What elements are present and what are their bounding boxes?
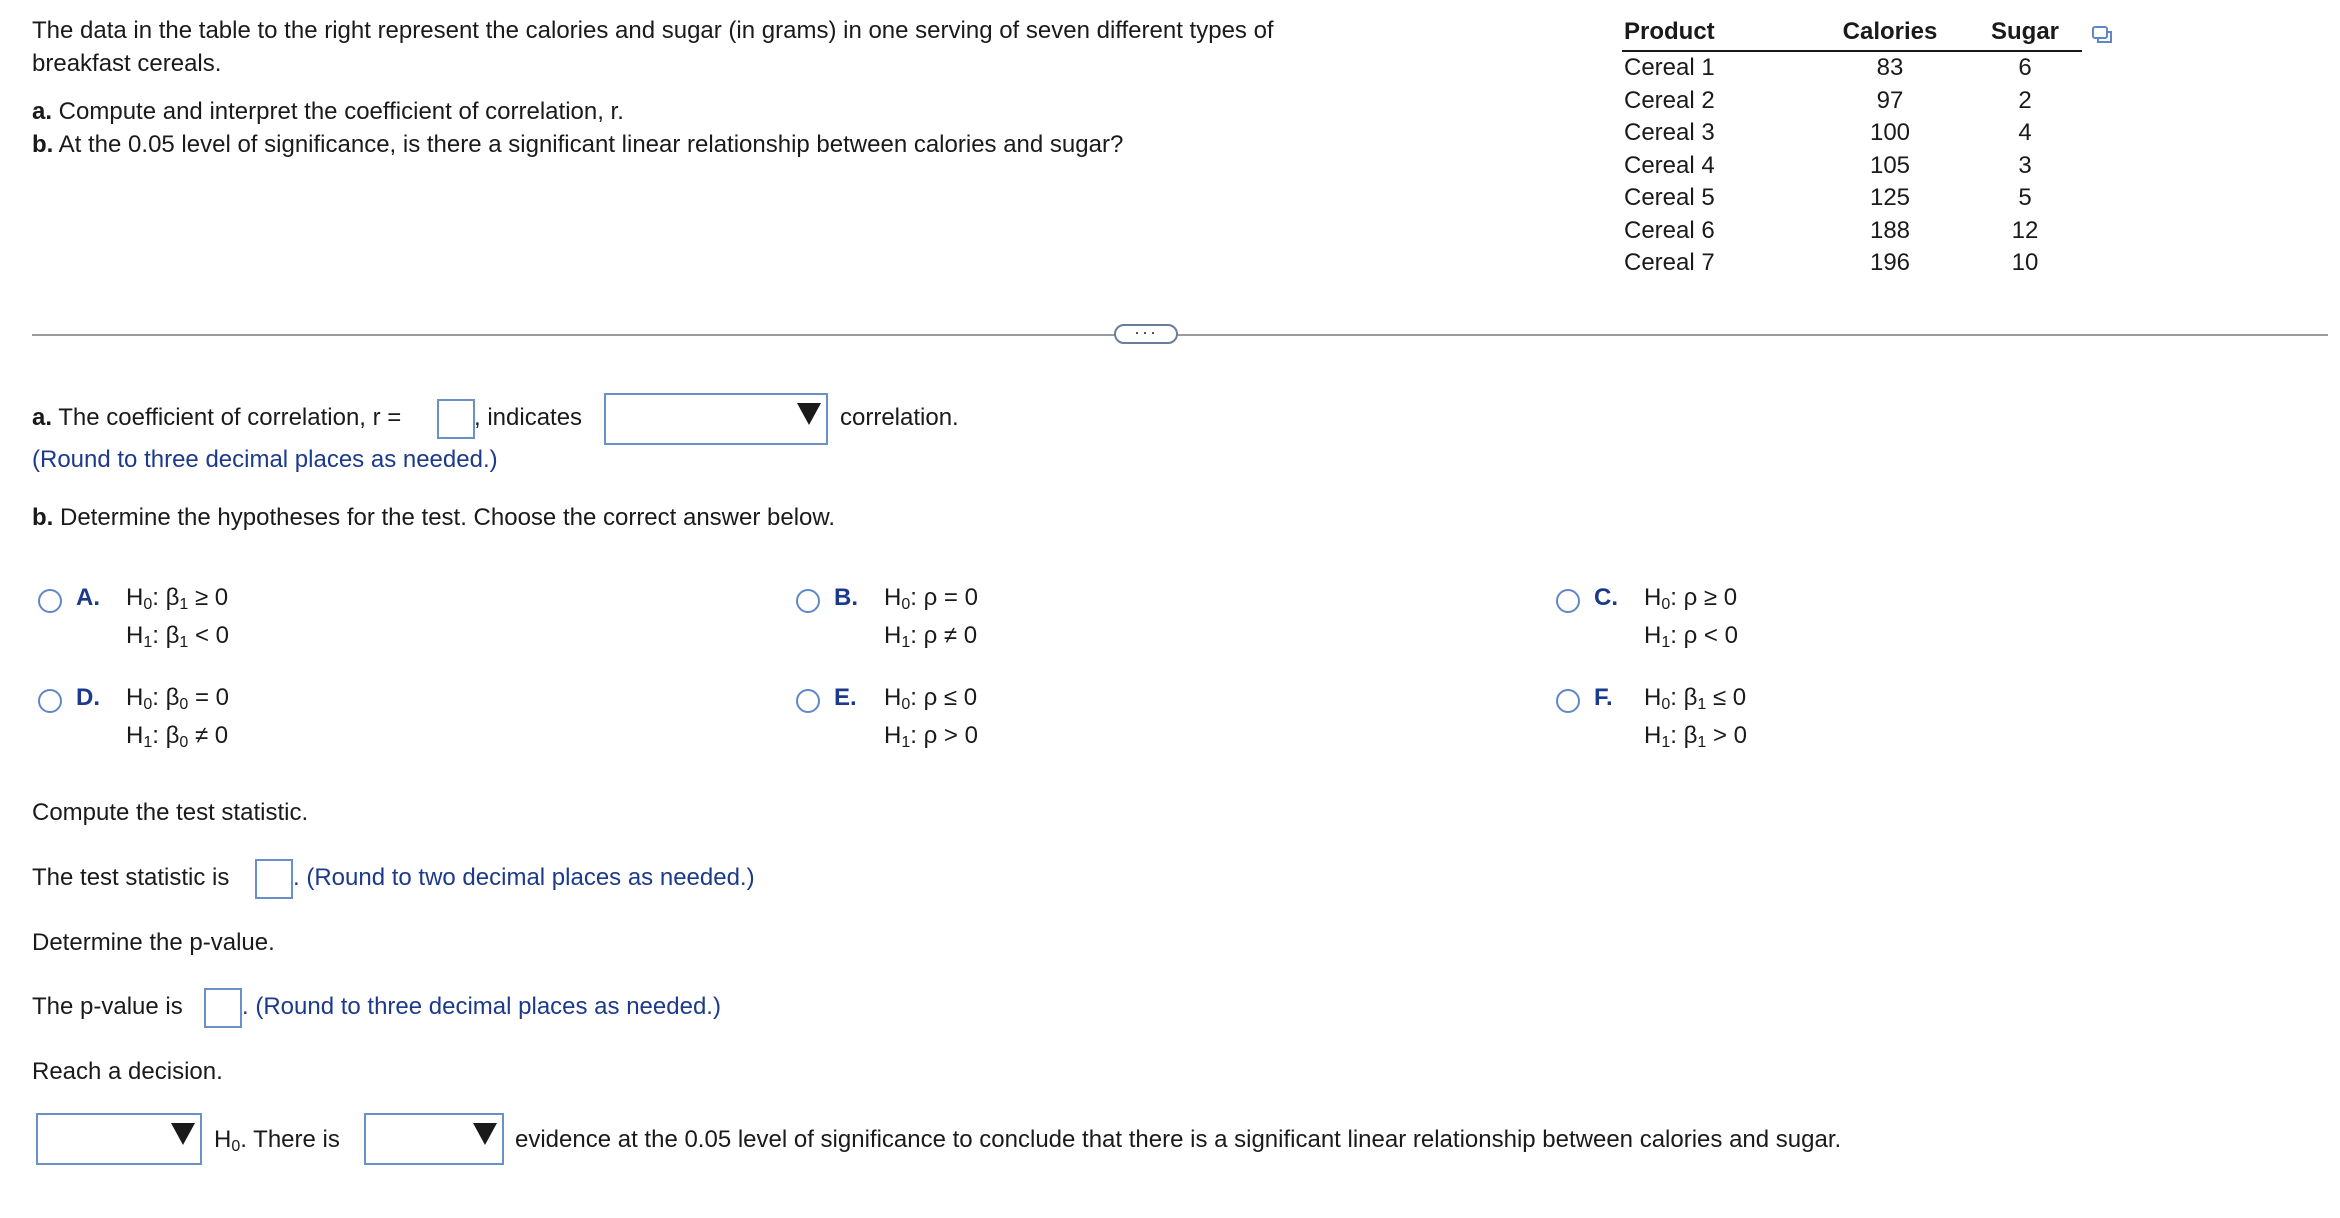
triangle-down-icon [171,1123,195,1145]
table-cell: 3 [2018,151,2032,179]
table-row [1622,215,2082,248]
intro-line-2: breakfast cereals. [32,50,222,77]
header-sugar: Sugar [1968,14,2082,51]
option-letter: A. [76,584,100,611]
table-cell: 125 [1869,184,1911,212]
option-d-h1: $H_1$: $\beta_0 \ne 0$ [126,722,229,751]
table-header-row [1622,14,2082,51]
test-stat-input[interactable] [255,859,293,899]
decision-conclusion-text: evidence at the 0.05 level of significance to conclude that there is a significant linear relationship between calories and sugar. [515,1126,1842,1153]
r-value-input[interactable] [437,399,475,439]
option-letter: B. [834,584,858,611]
table-cell: 6 [2018,54,2032,82]
table-cell: Cereal 5 [1624,184,1715,212]
decision-heading: Reach a decision. [32,1058,223,1085]
data-table [1622,14,2082,280]
header-calories: Calories [1812,14,1968,51]
option-b-h0: $H_0$: ρ = 0 [884,584,978,613]
question-a-label: a. [32,98,53,125]
option-f-h0: $H_0$: $\beta_1 \le 0$ [1644,684,1747,713]
option-a-radio[interactable] [38,589,62,613]
option-letter: D. [76,684,100,711]
table-cell: 12 [2011,216,2039,244]
part-b-text: Determine the hypotheses for the test. Choose the correct answer below. [53,504,836,531]
p-value-prefix: The p-value is [32,993,183,1020]
correlation-dropdown[interactable] [604,393,828,445]
decision-dropdown[interactable] [36,1113,202,1165]
question-intro [32,14,1452,161]
option-letter: E. [834,684,857,711]
table-cell: 4 [2018,119,2032,147]
option-c-radio[interactable] [1556,589,1580,613]
table-cell: 10 [2011,249,2039,277]
question-b-text: At the 0.05 level of significance, is there a significant linear relationship between calories and sugar? [53,131,1124,158]
table-cell: Cereal 4 [1624,151,1715,179]
table-cell: 196 [1869,249,1911,277]
part-a-prefix [32,402,401,434]
option-e-h1: $H_1$: ρ > 0 [884,722,978,751]
triangle-down-icon [797,403,821,425]
question-a [32,95,1452,128]
option-f-h1: $H_1$: $\beta_1 > 0$ [1644,722,1747,751]
table-cell: Cereal 1 [1624,54,1715,82]
part-a-middle: , indicates [474,404,583,431]
option-d-radio[interactable] [38,689,62,713]
table-cell: Cereal 2 [1624,86,1715,114]
table-cell: 100 [1869,119,1911,147]
table-cell: Cereal 3 [1624,119,1715,147]
option-letter: C. [1594,584,1618,611]
option-b-h1: $H_1$: ρ ≠ 0 [884,622,978,651]
evidence-dropdown[interactable] [364,1113,504,1165]
table-row [1622,85,2082,118]
question-b-label: b. [32,131,54,158]
option-a-h0: $H_0$: $\beta_1 \ge 0$ [126,584,229,613]
part-b-instruction [32,502,835,534]
test-stat-prefix: The test statistic is [32,864,230,891]
part-b-label: b. [32,504,54,531]
test-stat-heading: Compute the test statistic. [32,799,309,826]
part-a-prefix-text: The coefficient of correlation, r = [52,404,402,431]
part-a-label: a. [32,404,53,431]
table-row [1622,117,2082,150]
option-c-h1: $H_1$: ρ < 0 [1644,622,1738,651]
table-row [1622,51,2082,85]
table-cell: Cereal 6 [1624,216,1715,244]
header-product: Product [1622,14,1812,51]
part-a-suffix: correlation. [840,404,959,431]
table-cell: 105 [1869,151,1911,179]
option-c-h0: $H_0$: ρ ≥ 0 [1644,584,1738,613]
option-b-radio[interactable] [796,589,820,613]
p-value-hint: . (Round to three decimal places as needed.) [242,993,721,1020]
table-cell: 97 [1876,86,1904,114]
option-e-h0: $H_0$: ρ ≤ 0 [884,684,978,713]
question-b [32,128,1452,161]
option-d-h0: $H_0$: $\beta_0 = 0$ [126,684,229,713]
p-value-input[interactable] [204,988,242,1028]
option-f-radio[interactable] [1556,689,1580,713]
expand-more-button[interactable]: ··· [1114,324,1178,344]
table-cell: 83 [1876,54,1904,82]
option-a-h1: $H_1$: $\beta_1 < 0$ [126,622,229,651]
decision-h0-text: $H_0$. There is [214,1126,340,1155]
part-a-hint: (Round to three decimal places as needed.) [32,446,498,473]
intro-line-1: The data in the table to the right represent the calories and sugar (in grams) in one serving of seven different types of [32,17,1274,44]
copy-icon[interactable] [2092,26,2112,44]
table-cell: 2 [2018,86,2032,114]
table-row [1622,150,2082,183]
test-stat-hint: . (Round to two decimal places as needed.) [293,864,755,891]
table-cell: 188 [1869,216,1911,244]
section-divider [32,334,2328,336]
table-cell: Cereal 7 [1624,249,1715,277]
table-row [1622,182,2082,215]
question-a-text: Compute and interpret the coefficient of correlation, r. [52,98,624,125]
table-row [1622,247,2082,280]
option-letter: F. [1594,684,1613,711]
table-cell: 5 [2018,184,2032,212]
option-e-radio[interactable] [796,689,820,713]
p-value-heading: Determine the p-value. [32,929,275,956]
triangle-down-icon [473,1123,497,1145]
